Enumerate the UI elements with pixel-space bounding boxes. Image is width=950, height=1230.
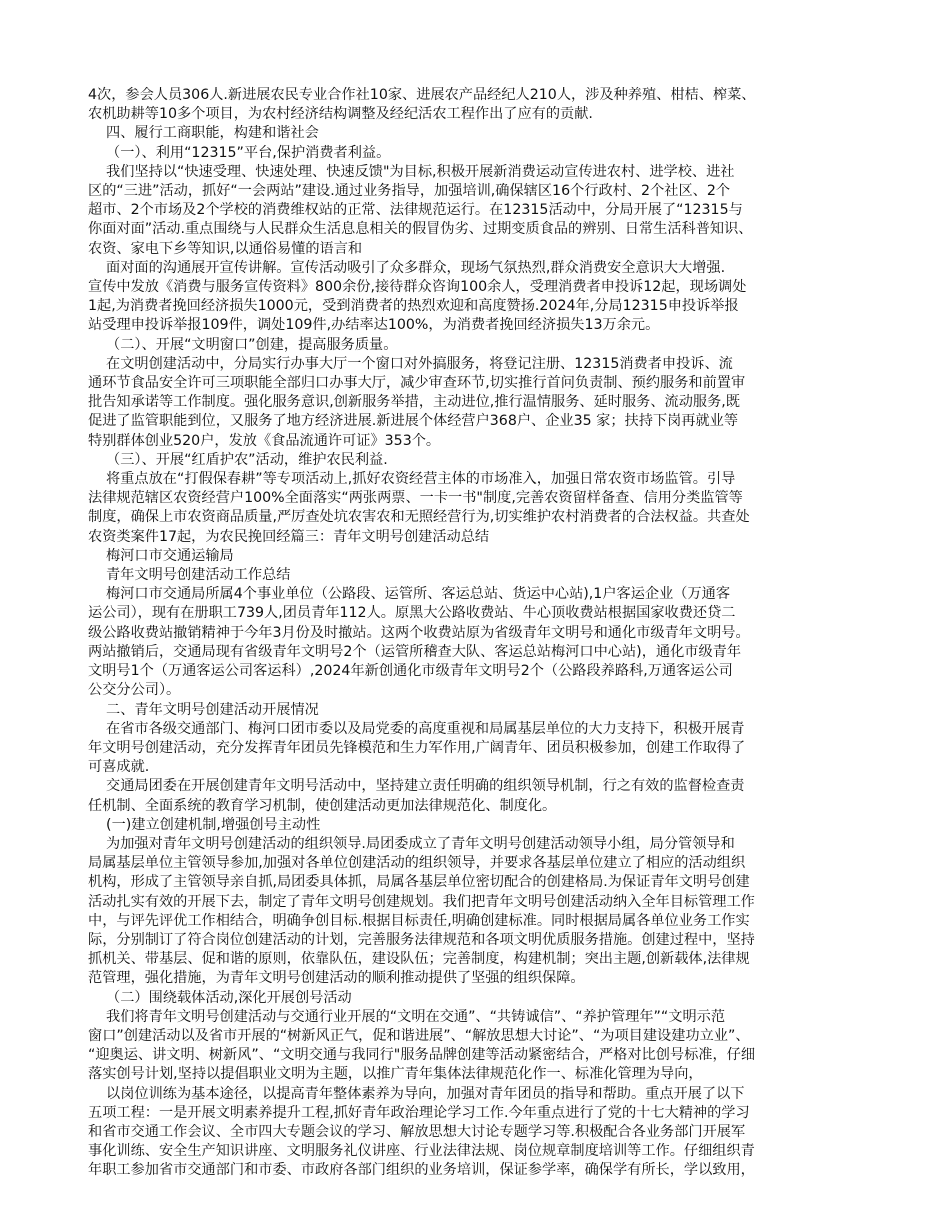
text-line: 促进了监管职能到位，又服务了地方经济进展.新进展个体经营户368户、企业35 家；扶持下岗再就业等 xyxy=(88,413,739,430)
text-line: 任机制、全面系统的教育学习机制，使创建活动更加法律规范化、制度化。 xyxy=(88,797,557,814)
text-line: 公交分公司）。 xyxy=(88,682,181,699)
text-line: 以岗位训练为基本途径，以提高青年整体素养为导向，加强对青年团员的指导和帮助。重点开展了以下 xyxy=(88,1085,745,1102)
text-line: 两站撤销后，交通局现有省级青年文明号2个（运管所稽查大队、客运总站梅河口中心站)，通化市级青年 xyxy=(88,643,742,660)
text-line: 机构，形成了主管领导亲自抓,局团委具体抓，局属各基层单位密切配合的创建格局.为保证青年文明号创建 xyxy=(88,874,750,891)
text-line: 超市、2个市场及2个学校的消费维权站的正常、法律规范运行。在12315活动中，分局开展了“12315与 xyxy=(88,202,743,219)
text-line: 运公司），现有在册职工739人,团员青年112人。原黑大公路收费站、牛心顶收费站根据国家收费还贷二 xyxy=(88,605,736,622)
text-line: 交通局团委在开展创建青年文明号活动中，坚持建立责任明确的组织领导机制，行之有效的监督检查责 xyxy=(88,778,745,795)
text-line: 你面对面”活动.重点围绕与人民群众生活息息相关的假冒伪劣、过期变质食品的辨别、日常生活科普知识、 xyxy=(88,221,753,238)
text-line: 面对面的沟通展开宣传讲解。宣传活动吸引了众多群众，现场气氛热烈,群众消费安全意识大大增强. xyxy=(88,259,726,276)
text-line: 际，分别制订了符合岗位创建活动的计划，完善服务法律规范和各项文明优质服务措施。创建过程中，坚持 xyxy=(88,931,755,948)
text-line: （二）围绕载体活动,深化开展创号活动 xyxy=(88,989,352,1006)
text-line: （一）、利用“12315”平台,保护消费者利益。 xyxy=(88,144,391,161)
text-line: 可喜成就. xyxy=(88,759,150,776)
text-line: 农机助耕等10多个项目，为农村经济结构调整及经纪活农工程作出了应有的贡献. xyxy=(88,106,593,123)
text-line: 二、青年文明号创建活动开展情况 xyxy=(88,701,319,718)
text-line: 通环节食品安全许可三项职能全部归口办事大厅，减少审查环节,切实推行首问负责制、预约服务和前置审 xyxy=(88,375,746,392)
text-line: 年文明号创建活动，充分发挥青年团员先锋模范和生力军作用,广阔青年、团员积极参加，创建工作取得了 xyxy=(88,739,746,756)
text-line: 落实创号计划,坚持以提倡职业文明为主题，以推广青年集体法律规范化作一、标准化管理为导向， xyxy=(88,1066,703,1083)
text-line: 在省市各级交通部门、梅河口团市委以及局党委的高度重视和局属基层单位的大力支持下，积极开展青 xyxy=(88,720,745,737)
text-line: 抓机关、带基层、促和谐的原则，依靠队伍，建设队伍；完善制度，构建机制；突出主题,创新载体,法律规 xyxy=(88,951,750,968)
text-line: 宣传中发放《消费与服务宣传资料》800余份,接待群众咨询100余人，受理消费者申投诉12起，现场调处 xyxy=(88,279,747,296)
text-line: 我们将青年文明号创建活动与交通行业开展的“文明在交通”、“共铸诚信”、“养护管理年”“文明示范 xyxy=(88,1008,726,1025)
text-line: 制度，确保上市农资商品质量,严厉查处坑农害农和无照经营行为,切实维护农村消费者的合法权益。共查处 xyxy=(88,509,750,526)
text-line: 将重点放在“打假保春耕”等专项活动上,抓好农资经营主体的市场准入，加强日常农资市场监管。引导 xyxy=(88,471,736,488)
text-line: 五项工程：一是开展文明素养提升工程,抓好青年政治理论学习工作.今年重点进行了党的十七大精神的学习 xyxy=(88,1104,750,1121)
text-line: 农资、家电下乡等知识,以通俗易懂的语言和 xyxy=(88,240,363,257)
text-line: 文明号1个（万通客运公司客运科）,2024年新创通化市级青年文明号2个（公路段养路科,万通客运公司 xyxy=(88,663,733,680)
text-line: 窗口”创建活动以及省市开展的“树新风正气，促和谐进展”、“解放思想大讨论”、“为项目建设建功立业”、 xyxy=(88,1027,750,1044)
text-line: 4次，参会人员306人.新进展农民专业合作社10家、进展农产品经纪人210人，涉及种养殖、柑桔、榨菜、 xyxy=(88,87,756,103)
text-line: 活动扎实有效的开展下去，制定了青年文明号创建规划。我们把青年文明号创建活动纳入全年目标管理工作 xyxy=(88,893,755,910)
text-line: 事化训练、安全生产知识讲座、文明服务礼仪讲座、行业法律法规、岗位规章制度培训等工作。仔细组织青 xyxy=(88,1143,755,1160)
text-line: 梅河口市交通运输局 xyxy=(88,547,234,564)
text-line: “迎奥运、讲文明、树新风”、“文明交通与我同行"服务品牌创建等活动紧密结合，严格对比创号标准，仔细 xyxy=(88,1047,756,1064)
text-line: 我们坚持以“快速受理、快速处理、快速反馈"为目标,积极开展新消费运动宣传进农村、进学校、进社 xyxy=(88,163,735,180)
text-line: 级公路收费站撤销精神于今年3月份及时撤站。这两个收费站原为省级青年文明号和通化市级青年文明号。 xyxy=(88,624,750,641)
text-line: 在文明创建活动中，分局实行办事大厅一个窗口对外搞服务，将登记注册、12315消费者申投诉、流 xyxy=(88,355,733,372)
document-body xyxy=(88,86,868,1181)
text-line: 农资类案件17起，为农民挽回经篇三：青年文明号创建活动总结 xyxy=(88,528,490,545)
text-line: 青年文明号创建活动工作总结 xyxy=(88,567,291,584)
text-line: 范管理，强化措施，为青年文明号创建活动的顺利推动提供了坚强的组织保障。 xyxy=(88,970,585,987)
text-line: 1起,为消费者挽回经济损失1000元，受到消费者的热烈欢迎和高度赞扬.2024年,分局12315申投诉举报 xyxy=(88,298,739,315)
text-line: 为加强对青年文明号创建活动的组织领导.局团委成立了青年文明号创建活动领导小组，局分管领导和 xyxy=(88,835,735,852)
text-line: 年职工参加省市交通部门和市委、市政府各部门组织的业务培训，保证参学率，确保学有所长，学以致用， xyxy=(88,1162,755,1179)
text-line: （二）、开展“文明窗口”创建，提高服务质量。 xyxy=(88,336,398,353)
text-line: 法律规范辖区农资经营户100%全面落实“两张两票、一卡一书"制度,完善农资留样备查、信用分类监管等 xyxy=(88,490,743,507)
text-line: 批告知承诺等工作制度。强化服务意识,创新服务举措，主动进位,推行温情服务、延时服务、流动服务,既 xyxy=(88,394,740,411)
text-line: (一)建立创建机制,增强创号主动性 xyxy=(88,816,321,833)
text-line: 区的“三进”活动，抓好“一会两站”建设.通过业务指导，加强培训,确保辖区16个行政村、2个社区、2个 xyxy=(88,183,731,200)
text-line: 梅河口市交通局所属4个事业单位（公路段、运管所、客运总站、货运中心站),1户客运企业（万通客 xyxy=(88,586,731,603)
text-line: 特别群体创业520户，发放《食品流通许可证》353个。 xyxy=(88,432,441,449)
text-line: 四、履行工商职能，构建和谐社会 xyxy=(88,125,319,142)
text-line: 站受理申投诉举报109件，调处109件,办结率达100%，为消费者挽回经济损失13万余元。 xyxy=(88,317,660,334)
text-line: 和省市交通工作会议、全市四大专题会议的学习、解放思想大讨论专题学习等.积极配合各业务部门开展军 xyxy=(88,1123,746,1140)
text-line: （三）、开展“红盾护农”活动，维护农民利益. xyxy=(88,451,388,468)
text-line: 中，与评先评优工作相结合，明确争创目标.根据目标责任,明确创建标准。同时根据局属各单位业务工作实 xyxy=(88,912,750,929)
text-line: 局属基层单位主管领导参加,加强对各单位创建活动的组织领导，并要求各基层单位建立了相应的活动组织 xyxy=(88,855,746,872)
